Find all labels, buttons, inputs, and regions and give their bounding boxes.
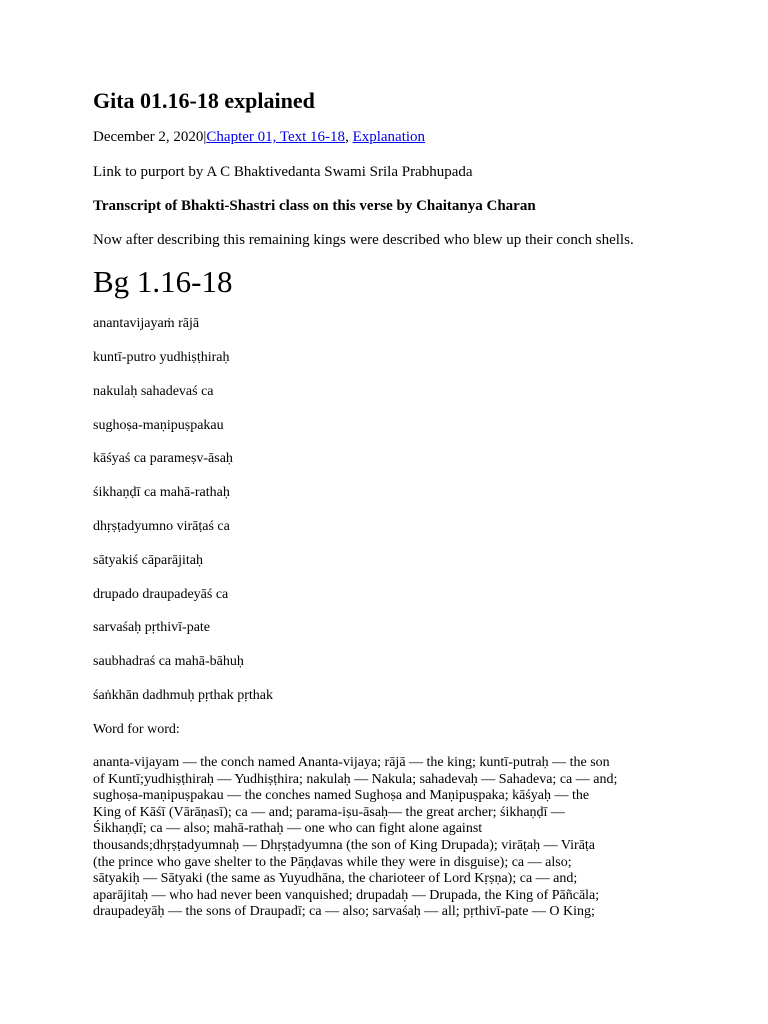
word-for-word-line: draupadeyāḥ — the sons of Draupadī; ca — also; sarvaśaḥ — all; pṛthivī-pate — O King; bbox=[93, 904, 595, 920]
transcript-heading: Transcript of Bhakti-Shastri class on this verse by Chaitanya Charan bbox=[93, 198, 536, 214]
post-meta bbox=[93, 129, 425, 146]
verse-line: sughoṣa-maṇipuṣpakau bbox=[93, 418, 224, 433]
verse-line: saubhadraś ca mahā-bāhuḥ bbox=[93, 654, 244, 669]
purport-link-text: Link to purport by A C Bhaktivedanta Swami Srila Prabhupada bbox=[93, 164, 473, 180]
intro-paragraph: Now after describing this remaining kings were described who blew up their conch shells. bbox=[93, 232, 634, 248]
post-date: December 2, 2020 bbox=[93, 129, 204, 145]
word-for-word-line: of Kuntī;yudhiṣṭhiraḥ — Yudhiṣṭhira; nakulaḥ — Nakula; sahadevaḥ — Sahadeva; ca — and; bbox=[93, 771, 618, 787]
verse-line: drupado draupadeyāś ca bbox=[93, 587, 229, 602]
word-for-word-line: (the prince who gave shelter to the Pāṇḍavas while they were in disguise); ca — also; bbox=[93, 854, 572, 870]
tag-link[interactable]: Explanation bbox=[352, 129, 426, 145]
verse-line: nakulaḥ sahadevaś ca bbox=[93, 384, 214, 399]
verse-heading: Bg 1.16-18 bbox=[93, 264, 233, 299]
verse-line: anantavijayaṁ rājā bbox=[93, 316, 200, 331]
verse-line: sātyakiś cāparājitaḥ bbox=[93, 553, 204, 568]
word-for-word-line: King of Kāśī (Vārāṇasī); ca — and; parama-iṣu-āsaḥ— the great archer; śikhaṇḍī — bbox=[93, 804, 565, 820]
meta-comma: , bbox=[345, 129, 353, 145]
word-for-word-line: Śikhaṇḍī; ca — also; mahā-rathaḥ — one who can fight alone against bbox=[93, 821, 483, 837]
word-for-word-line: aparājitaḥ — who had never been vanquished; drupadaḥ — Drupada, the King of Pāñcāla; bbox=[93, 887, 600, 903]
verse-line: kuntī-putro yudhiṣṭhiraḥ bbox=[93, 350, 230, 365]
page-title: Gita 01.16-18 explained bbox=[93, 88, 315, 113]
verse-line: dhṛṣṭadyumno virāṭaś ca bbox=[93, 519, 230, 534]
verse-line: śikhaṇḍī ca mahā-rathaḥ bbox=[93, 485, 230, 500]
meta-separator: | bbox=[203, 129, 207, 145]
word-for-word-line: sātyakiḥ — Sātyaki (the same as Yuyudhāna, the charioteer of Lord Kṛṣṇa); ca — and; bbox=[93, 871, 578, 887]
word-for-word-label: Word for word: bbox=[93, 722, 180, 737]
verse-line: śaṅkhān dadhmuḥ pṛthak pṛthak bbox=[93, 688, 274, 703]
category-link[interactable]: Chapter 01, Text 16-18 bbox=[206, 129, 346, 145]
word-for-word-line: sughoṣa-maṇipuṣpakau — the conches named Sughoṣa and Maṇipuṣpaka; kāśyaḥ — the bbox=[93, 788, 590, 804]
word-for-word-line: ananta-vijayam — the conch named Ananta-vijaya; rājā — the king; kuntī-putraḥ — the son bbox=[93, 755, 610, 770]
verse-line: kāśyaś ca parameṣv-āsaḥ bbox=[93, 451, 233, 466]
word-for-word-line: thousands;dhṛṣṭadyumnaḥ — Dhṛṣṭadyumna (the son of King Drupada); virāṭaḥ — Virāṭa bbox=[93, 837, 596, 853]
word-for-word-paragraph bbox=[93, 755, 683, 921]
verse-line: sarvaśaḥ pṛthivī-pate bbox=[93, 620, 211, 635]
